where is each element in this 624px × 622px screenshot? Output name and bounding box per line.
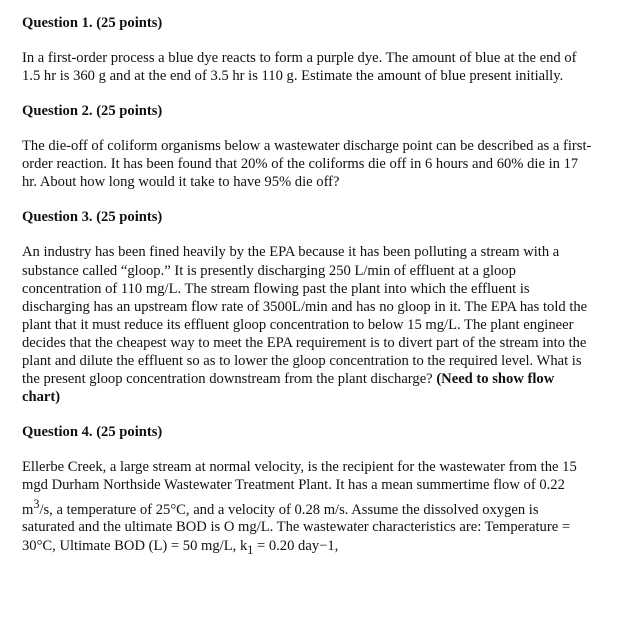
- document-page: [22, 14, 592, 559]
- question-3: [22, 208, 592, 423]
- question-4: [22, 423, 592, 558]
- question-4-body-part3: = 0.20 day−1,: [253, 537, 339, 554]
- question-3-heading: Question 3. (25 points): [22, 209, 163, 226]
- question-4-body-part1: Ellerbe Creek, a large stream at normal velocity, is the recipient for the wastewater from the 15 mgd Durham Northside Wastewater Treatment Plant. It has a mean summertime flow of 0.22 m: [22, 459, 577, 518]
- question-3-body: [22, 243, 592, 406]
- question-4-body-subscript: 1: [247, 542, 254, 557]
- question-1-body: In a first-order process a blue dye reacts to form a purple dye. The amount of blue at the end of 1.5 hr is 360 g and at the end of 3.5 hr is 110 g. Estimate the amount of blue present initially.: [22, 50, 577, 85]
- question-4-body: [22, 458, 592, 558]
- question-4-body-superscript: 3: [33, 496, 40, 511]
- question-1: [22, 14, 592, 102]
- question-3-body-text: An industry has been fined heavily by the EPA because it has been polluting a stream with a substance called “gloop.” It is presently discharging 250 L/min of effluent at a gloop concentration of 110 mg/L. The stream flowing past the plant into which the effluent is discharging has an upstream flow rate of 3500L/min and has no gloop in it. The EPA has told the plant that it must reduce its effluent gloop concentration to below 15 mg/L. The plant engineer decides that the cheapest way to meet the EPA requirement is to divert part of the stream into the plant and dilute the effluent so as to lower the gloop concentration to the required level. What is the present gloop concentration downstream from the plant discharge?: [22, 244, 588, 388]
- question-1-heading: Question 1. (25 points): [22, 15, 163, 31]
- question-2-heading: Question 2. (25 points): [22, 103, 163, 120]
- question-2: [22, 102, 592, 208]
- question-4-heading: Question 4. (25 points): [22, 424, 163, 441]
- question-2-body: The die-off of coliform organisms below a wastewater discharge point can be described as a first-order reaction. It has been found that 20% of the coliforms die off in 6 hours and 60% die in 17 hr. About how long would it take to have 95% die off?: [22, 138, 592, 191]
- question-3-flow-chart-note: (Need to show flow chart): [22, 371, 555, 406]
- question-4-body-part2: /s, a temperature of 25°C, and a velocity of 0.28 m/s. Assume the dissolved oxygen is saturated and the ultimate BOD is O mg/L. The wastewater characteristics are: Temperature = 30°C, Ultimate BOD (L) = 50 mg/L, k: [22, 501, 571, 554]
